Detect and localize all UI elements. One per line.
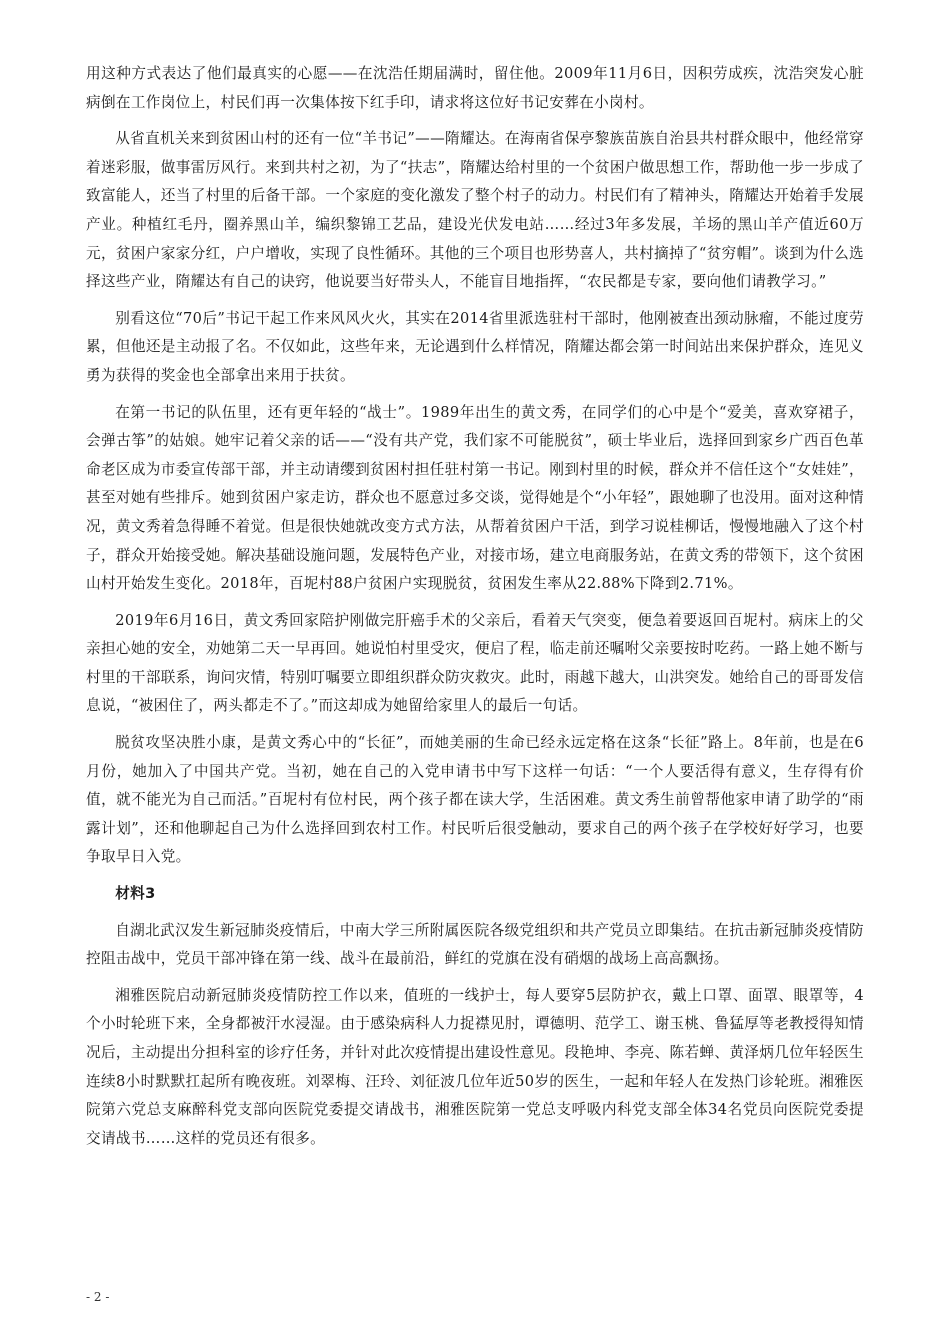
- paragraph: 用这种方式表达了他们最真实的心愿——在沈浩任期届满时，留住他。2009年11月6日，因积劳成疾，沈浩突发心脏病倒在工作岗位上，村民们再一次集体按下红手印，请求将这位好书记安葬在小岗村。: [86, 65, 864, 111]
- paragraph: 在第一书记的队伍里，还有更年轻的“战士”。1989年出生的黄文秀，在同学们的心中是个“爱美，喜欢穿裙子，会弹古筝”的姑娘。她牢记着父亲的话——“没有共产党，我们家不可能脱贫”，硕士毕业后，选择回到家乡广西百色革命老区成为市委宣传部干部，并主动请缨到贫困村担任驻村第一书记。刚到村里的时候，群众并不信任这个“女娃娃”，甚至对她有些排斥。她到贫困户家走访，群众也不愿意过多交谈，觉得她是个“小年轻”，跟她聊了也没用。面对这种情况，黄文秀着急得睡不着觉。但是很快她就改变方式方法，从帮着贫困户干活，到学习说桂柳话，慢慢地融入了这个村子，群众开始接受她。解决基础设施问题，发展特色产业，对接市场，建立电商服务站，在黄文秀的带领下，这个贫困山村开始发生变化。2018年，百坭村88户贫困户实现脱贫，贫困发生率从22.88%下降到2.71%。: [86, 403, 864, 593]
- paragraph: 脱贫攻坚决胜小康，是黄文秀心中的“长征”，而她美丽的生命已经永远定格在这条“长征”路上。8年前，也是在6月份，她加入了中国共产党。当初，她在自己的入党申请书中写下这样一句话：“一个人要活得有意义，生存得有价值，就不能光为自己而活。”百坭村有位村民，两个孩子都在读大学，生活困难。黄文秀生前曾帮他家申请了助学的“雨露计划”，还和他聊起自己为什么选择回到农村工作。村民听后很受触动，要求自己的两个孩子在学校好好学习，也要争取早日入党。: [86, 734, 864, 866]
- paragraph: 从省直机关来到贫困山村的还有一位“羊书记”——隋耀达。在海南省保亭黎族苗族自治县共村群众眼中，他经常穿着迷彩服，做事雷厉风行。来到共村之初，为了“扶志”，隋耀达给村里的一个贫困户做思想工作，帮助他一步一步成了致富能人，还当了村里的后备干部。一个家庭的变化激发了整个村子的动力。村民们有了精神头，隋耀达开始着手发展产业。种植红毛丹，圈养黑山羊，编织黎锦工艺品，建设光伏发电站……经过3年多发展，羊场的黑山羊产值近60万元，贫困户家家分红，户户增收，实现了良性循环。其他的三个项目也形势喜人，共村摘掉了“贫穷帽”。谈到为什么选择这些产业，隋耀达有自己的诀窍，他说要当好带头人，不能盲目地指挥，“农民都是专家，要向他们请教学习。”: [86, 130, 864, 291]
- page-number: - 2 -: [86, 1290, 110, 1304]
- paragraph: 别看这位“70后”书记干起工作来风风火火，其实在2014省里派选驻村干部时，他刚被查出颈动脉瘤，不能过度劳累，但他还是主动报了名。不仅如此，这些年来，无论遇到什么样情况，隋耀达都会第一时间站出来保护群众，连见义勇为获得的奖金也全部拿出来用于扶贫。: [86, 309, 864, 384]
- section-heading: 材料3: [115, 885, 156, 903]
- paragraph: 2019年6月16日，黄文秀回家陪护刚做完肝癌手术的父亲后，看着天气突变，便急着要返回百坭村。病床上的父亲担心她的安全，劝她第二天一早再回。她说怕村里受灾，便启了程，临走前还嘱咐父亲要按时吃药。一路上她不断与村里的干部联系，询问灾情，特别叮嘱要立即组织群众防灾救灾。此时，雨越下越大，山洪突发。她给自己的哥哥发信息说，“被困住了，两头都走不了。”而这却成为她留给家里人的最后一句话。: [86, 611, 864, 715]
- paragraph: 自湖北武汉发生新冠肺炎疫情后，中南大学三所附属医院各级党组织和共产党员立即集结。在抗击新冠肺炎疫情防控阻击战中，党员干部冲锋在第一线、战斗在最前沿，鲜红的党旗在没有硝烟的战场上高高飘扬。: [86, 921, 864, 968]
- document-body: [86, 60, 864, 1161]
- paragraph: 湘雅医院启动新冠肺炎疫情防控工作以来，值班的一线护士，每人要穿5层防护衣，戴上口罩、面罩、眼罩等，4个小时轮班下来，全身都被汗水浸湿。由于感染病科人力捉襟见肘，谭德明、范学工、谢玉桃、鲁猛厚等老教授得知情况后，主动提出分担科室的诊疗任务，并针对此次疫情提出建设性意见。段艳坤、李亮、陈若蝉、黄泽炳几位年轻医生连续8小时默默扛起所有晚夜班。刘翠梅、汪玲、刘征波几位年近50岁的医生，一起和年轻人在发热门诊轮班。湘雅医院第六党总支麻醉科党支部向医院党委提交请战书，湘雅医院第一党总支呼吸内科党支部全体34名党员向医院党委提交请战书……这样的党员还有很多。: [86, 986, 864, 1147]
